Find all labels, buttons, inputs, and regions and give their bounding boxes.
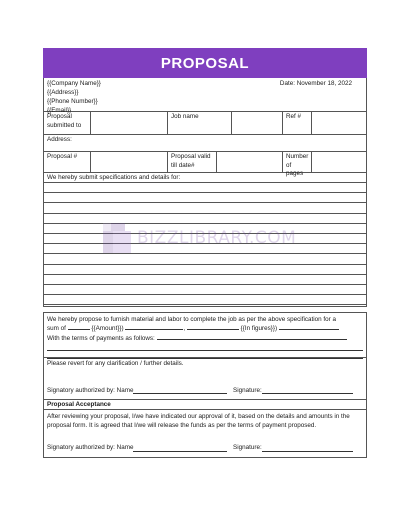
spec-line[interactable]: [44, 224, 366, 234]
figures-blank[interactable]: [187, 324, 239, 330]
acceptance-signature-blank[interactable]: [262, 446, 353, 452]
spec-line[interactable]: [44, 244, 366, 254]
payment-terms-label: With the terms of payments as follows:: [47, 334, 155, 342]
address-row: [43, 135, 367, 152]
terms-block: [43, 312, 367, 358]
payment-terms-line[interactable]: [47, 343, 363, 351]
proposal-valid-label: Proposal valid till date#: [168, 152, 217, 172]
figures-line[interactable]: [279, 324, 339, 330]
terms-line-2: sum of {{Amount}}) , {{In figures}}): [47, 324, 363, 333]
phone-line: {{Phone Number}}: [47, 98, 98, 106]
signatory-label: Signatory authorized by: Name: [47, 387, 134, 394]
signature-label: Signature:: [233, 387, 262, 394]
address-field[interactable]: Address:: [47, 136, 72, 143]
number-of-pages-label: Number of pages: [283, 152, 312, 172]
company-header: [43, 78, 367, 115]
proposal-form: [43, 48, 367, 458]
revert-block: [43, 358, 367, 400]
acceptance-signatory-label: Signatory authorized by: Name: [47, 443, 134, 451]
number-of-pages-field[interactable]: [312, 152, 366, 172]
address-line: {{Address}}: [47, 89, 79, 97]
spec-line[interactable]: [44, 275, 366, 285]
signatory-name-blank[interactable]: [133, 388, 227, 394]
spec-line[interactable]: [44, 295, 366, 305]
signature-blank[interactable]: [262, 388, 353, 394]
page-title: PROPOSAL: [160, 54, 250, 72]
acceptance-title: Proposal Acceptance: [43, 400, 367, 410]
in-figures-placeholder: {{In figures}}): [240, 325, 278, 333]
terms-line-3: [47, 334, 363, 343]
date-text: Date: November 18, 2022: [279, 80, 352, 87]
proposal-valid-field[interactable]: [217, 152, 283, 172]
spec-line[interactable]: [44, 234, 366, 244]
spec-line[interactable]: [44, 214, 366, 224]
spec-line[interactable]: [44, 254, 366, 264]
job-name-label: Job name: [168, 112, 232, 134]
email-line: {{Email}}: [47, 107, 72, 115]
acceptance-block: [43, 410, 367, 458]
sum-of-label: sum of: [47, 325, 66, 333]
acceptance-signature-label: Signature:: [233, 443, 262, 451]
specifications-block: [43, 173, 367, 307]
company-name-line: {{Company Name}}: [47, 80, 101, 87]
acceptance-signature-row: [47, 443, 363, 452]
spec-line[interactable]: [44, 265, 366, 275]
amount-placeholder: {{Amount}}): [91, 325, 124, 333]
proposal-number-label: Proposal #: [44, 152, 91, 172]
acceptance-signatory-name: [47, 443, 227, 452]
spec-line[interactable]: [44, 183, 366, 193]
title-banner: [43, 48, 367, 78]
ref-label: Ref #: [283, 112, 312, 134]
proposal-number-row: [43, 152, 367, 177]
watermark-text: BIZZLIBRARY.COM: [137, 228, 297, 248]
signatory-name: [47, 387, 227, 394]
acceptance-signatory-blank[interactable]: [133, 446, 227, 452]
spec-line[interactable]: [44, 285, 366, 295]
terms-line-1: We hereby propose to furnish material and labor to complete the job as per the above specification for a: [47, 316, 337, 323]
proposal-submitted-to-label: Proposal submitted to: [44, 112, 91, 134]
signature-field: [227, 387, 363, 394]
spec-line[interactable]: [44, 203, 366, 213]
revert-text: Please revert for any clarification / further details.: [47, 360, 184, 367]
amount-line[interactable]: [125, 324, 183, 330]
payment-terms-blank[interactable]: [157, 334, 347, 340]
spec-line[interactable]: [44, 193, 366, 203]
acceptance-text: After reviewing your proposal, I/we have indicated our approval of it, based on the details and amounts in the proposal form. It is agreed that I/we will release the funds as per the terms of payment proposed.: [47, 413, 350, 430]
specifications-intro: We hereby submit specifications and details for:: [44, 173, 366, 183]
amount-blank[interactable]: [68, 324, 90, 330]
acceptance-signature-field: [227, 443, 363, 452]
signature-row: [47, 387, 363, 394]
proposal-number-field[interactable]: [91, 152, 168, 172]
